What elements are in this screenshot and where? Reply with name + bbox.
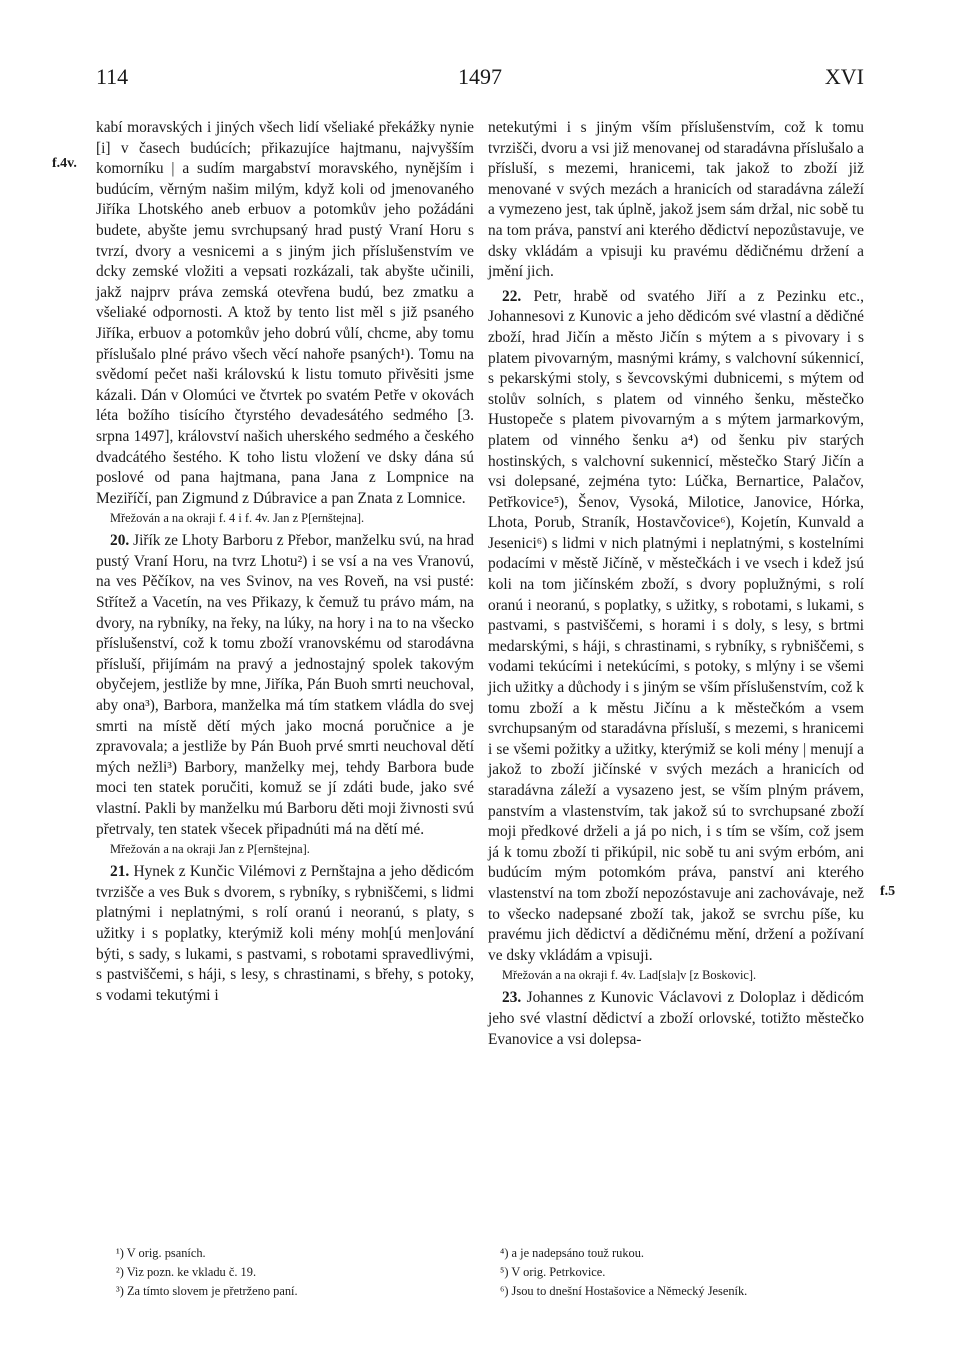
entry-text: Hynek z Kunčic Vilémovi z Pernštajna a jeho dědicóm tvrzišče a ves Buk s dvorem, s rybníky, s rybniščemi, s lidmi platnými i neplatnými, s rolí oranú i neoranú, s platy, s užitky i s poplatky, kterýmiž koli mény moh[ú men]ování býti, s sady, s lukami, s pastvami, s robotami spravedlivými, s pastviščemi, s háji, s lesy, s chrastinami, s břehy, s potoky, s vodami tekutými i [96,863,474,1004]
marginal-note: Mřežován a na okraji f. 4 i f. 4v. Jan z P[ernštejna]. [110,511,365,526]
right-column [488,118,864,1050]
entry-number: 21. [110,863,130,881]
document-entry [96,862,474,1006]
header-year: 1497 [458,64,502,89]
footnote: ³) Za tímto slovem je přetrženo paní. [116,1284,298,1298]
document-entry [488,287,864,967]
footnote: ⁴) a je nadepsáno touž rukou. [500,1246,645,1260]
marginal-note: Mřežován a na okraji f. 4v. Lad[sla]v [z Boskovic]. [502,968,757,983]
entry-number: 23. [502,989,522,1007]
footnotes-right [500,1244,860,1301]
footnote: ²) Viz pozn. ke vkladu č. 19. [116,1265,257,1279]
paragraph: kabí moravských i jiných všech lidí všeliaké překážky nynie [i] v časech budúcích; přikazujíce hajtmanu, najvyšším komorníku | a sudím margabství moravského, nynějším i budúcím, věrným našim milým, když koli od jmenovaného Jiříka Lhotského aneb erbuov a potomkův jeho požádáni budete, abyšte jemu svrchupsaný hrad pustý Vraní Horu s tvrzí, dvory a vesnicemi a s jiným jich příslušenstvím ve dcky zemské vložiti a vepsati rozkázali, tak abyšte učinili, jakž najprv práva zemská otevřena budú, bez zmatku a všeliaké odpornosti. A ktož by tento list měl s již psaného Jiříka, erbuov a potomkův jeho dobrú vůlí, chcme, aby tomu příslušalo plné právo všech věcí nahoře psaných¹). Tomu na svědomí pečet naši královskú k listu tomuto přivěsiti jsme kázali. Dán v Olomúci ve čtvrtek po svatém Petře v okovách léta božího tisícího čtyrstého devadesátého sedmého [3. srpna 1497], království našich uherského sedmého a českého dvadcátého šestého. K toho listu vložení ve dsky dána sú poslové od pana hajtmana, pana Jana z Lompnice na Meziříčí, pan Zigmund z Dúbravice a pan Znata z Lomnice. [96,119,474,507]
document-entry [488,988,864,1050]
footnotes-left [116,1244,476,1301]
marginal-note: Mřežován a na okraji Jan z P[ernštejna]. [110,842,310,857]
paragraph: netekutými i s jiným vším příslušenstvím, což k tomu tvrzišči, dvoru a vsi již menovanej od staradávna příslušalo a přísluší, s mezemi, hranicemi, tak jakož to zboží již menované v svých mezách a hranicích od staradávna záleží a vymezeno jest, tak úplně, jakož jsem sám držal, nic sobě tu na tom práva, panství ani kterého dědictví nepozůstavuje, ve dsky vkládám a vpisuji ku pravému dědičnému držení a jmění jich. [488,119,864,281]
footnote: ⁶) Jsou to dnešní Hostašovice a Německý Jeseník. [500,1284,748,1298]
running-header [0,64,960,104]
entry-number: 20. [110,532,130,550]
footnote: ⁵) V orig. Petrkovice. [500,1265,606,1279]
folio-mark-left: f.4v. [52,156,77,171]
footnote: ¹) V orig. psaních. [116,1246,206,1260]
volume-number: XVI [824,64,864,89]
entry-text: Jiřík ze Lhoty Barboru z Přebor, manželku svú, na hrad pustý Vraní Horu, na tvrz Lhotu²) i se vsí a na ves Vranovú, na ves Pěčíkov, na ves Svinov, na ves Roveň, na vsi pusté: Střítež a Vacetín, na ves Přikazy, k čemuž tu právo mám, na dvory, na rybníky, na řeky, na lúky, na hory i na to na všecko příslušenství, což k tomu zboží vranovskému od starodávna přísluší, přijímám na pravý a jednostajný spolek takovým obyčejem, jestliže by mne, Jiříka, Pán Buoh smrti neuchoval, aby ona³), Barbora, manželka má tím statkem vládla do svej smrti na místě dětí mých jako mocná poručnice a je zpravovala; a jestliže by Pán Buoh prvé smrti neuchoval dětí mých nežli³) Barbory, manželky mej, tehdy Barbora bude moci ten statek poručiti, komuž se jí zdáti bude, jako své vlastní. Pakli by manželku mú Barboru děti moji živnosti svú přetrvaly, ten statek všecek připadnúti má na dětí mé. [96,532,474,838]
left-column [96,118,474,1006]
page-number: 114 [96,64,129,89]
document-entry [96,531,474,840]
folio-mark-right: f.5 [880,884,896,899]
entry-number: 22. [502,287,522,305]
entry-text: Petr, hrabě od svatého Jiří a z Pezinku etc., Johannesovi z Kunovic a jeho dědicóm své vlastní a dědičné zboží, hrad Jičín a město Jičín s mýtem a s pivovary i s platem pivovarným, masnými krámy, s valchovní súkennicí, s pekarskými stoly, s ševcovskými dubnicemi, s mýtem od stolův solních, s platem od vinného šenku, městečko Hustopeče s platem pivovarným a s mýtem jarmarkovým, platem od vinného šenku a⁴) od šenku piv starých hostinských, s valchovní sukennicí, městečko Starý Jičín a vsi dolepsané, zejména tyto: Lúčka, Bernartice, Palačov, Petřkovice⁵), Šenov, Vysoká, Milotice, Janovice, Hórka, Lhota, Porub, Straník, Hostavčovice⁶), Kojetín, Kunvald a Jesenici⁶) s lidmi v nich platnými i neplatnými, s kostelními podacími v městě Jičíně, v městečkách i ve vsech i kdež jsú koli na tom jičínském zboží, s dvory poplužnými, s rolí oranú i neoranú, s poplatky, s užitky, s robotami, s lukami, s pastvami, s pastviščemi, s horami i s doly, s lesy, s brtmi medarskými, s háji, s chrastinami, s rybníky, s rybniščemi, s vodami tekúcími i netekúcími, s potoky, s mlýny i se všemi jich užitky a důchody i s jiným se vším příslušenstvím, což k tomu zboží a k městu Jičínu a k městečkóm a vsem svrchupsaným od staradávna přísluší, s mezemi, s hranicemi i se všemi požitky a užitky, kterýmiž se koli mény | menují a jakož to zboží jičínské v svých mezách a hranicích od staradávna záleží a vysazeno jest, se vším plným právem, panstvím a vlastenstvím, tak jakož sú to svrchupsané zboží moji předkové drželi a já po nich, i s tím se vším, což jsem já k tomu zboží ti přikúpil, nic sobě tu ani svým erbóm, ani budúcím mým potomkóm práva, panství ani kterého vlastenství na tom zboží nepozóstavuje ani zachovávaje, než to všecko nadepsané zboží tak, jakož se svrchu píše, ku pravému jich dědictví a dědičnému mění, držení a požívaní ve dsky vkládám a vpisuji. [488,287,864,964]
entry-text: Johannes z Kunovic Václavovi z Doloplaz i dědicóm jeho své vlastní dědictví a zboží orlovské, totižto městečko Evanovice a vsi dolepsa- [488,989,864,1048]
